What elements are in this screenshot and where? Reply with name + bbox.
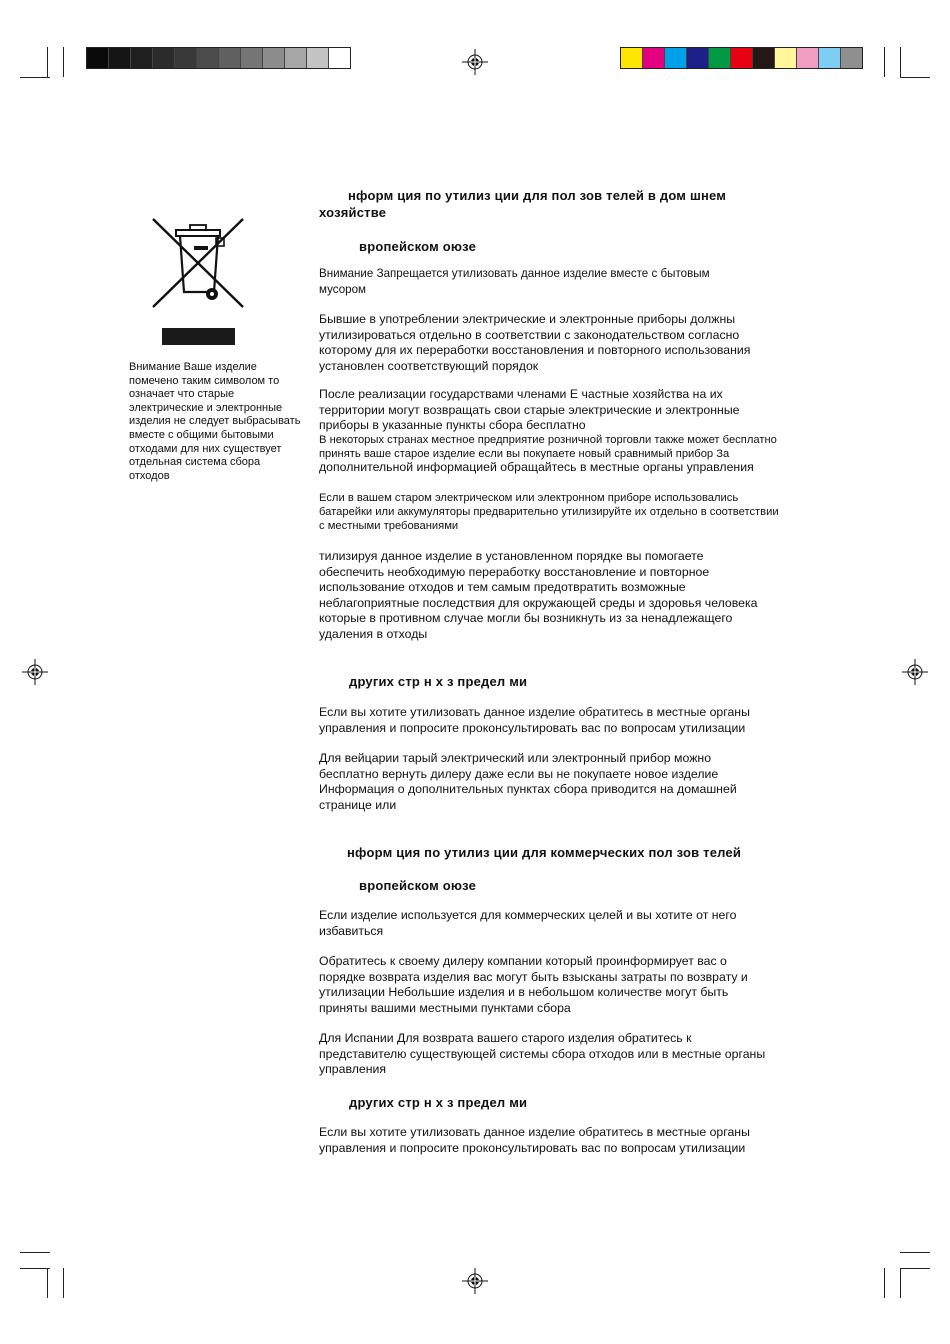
household-other-paragraph-1: Если вы хотите утилизовать данное изделие обратитесь в местные органы управления и попросите проконсультировать вас по вопросам утилизации	[319, 705, 750, 735]
color-swatch	[775, 48, 797, 68]
color-swatch	[753, 48, 775, 68]
sidebar-note: Внимание Ваше изделие помечено таким символом то означает что старые электрические и электронные изделия не следует выбрасывать вместе с общими бытовыми отходами для них существует отдельная система сбора отходов	[129, 361, 301, 482]
commercial-paragraph-1: Если изделие используется для коммерческих целей и вы хотите от него избавиться	[319, 908, 737, 938]
color-swatch	[263, 48, 285, 68]
color-swatch	[307, 48, 329, 68]
color-swatch	[241, 48, 263, 68]
color-swatch	[819, 48, 841, 68]
color-swatch	[731, 48, 753, 68]
household-warning: Внимание Запрещается утилизовать данное изделие вместе с бытовым мусором	[319, 267, 710, 296]
color-bar	[620, 47, 863, 69]
commercial-subtitle: вропейском оюзе	[359, 878, 477, 893]
color-swatch	[175, 48, 197, 68]
color-swatch	[621, 48, 643, 68]
symbol-underline-bar	[162, 328, 235, 345]
grayscale-bar	[86, 47, 351, 69]
commercial-paragraph-3: Для Испании Для возврата вашего старого изделия обратитесь к представителю существующей системы сбора отходов или в местные органы управления	[319, 1031, 766, 1076]
household-paragraph-1: Бывшие в употреблении электрические и электронные приборы должны утилизироваться отдельно в соответствии с законодательством согласно которому для их переработки восстановления и повторного использования установлен соответствующий порядок	[319, 312, 751, 373]
color-swatch	[665, 48, 687, 68]
household-title-line1: нформ ция по утилиз ции для пол зов телей в дом шнем	[348, 188, 727, 203]
color-swatch	[153, 48, 175, 68]
household-paragraph-2-note: В некоторых странах местное предприятие розничной торговли также может бесплатно принять ваше старое изделие если вы покупаете новый сравнимый прибор За	[319, 434, 777, 460]
color-swatch	[797, 48, 819, 68]
color-swatch	[643, 48, 665, 68]
commercial-title: нформ ция по утилиз ции для коммерческих пол зов телей	[347, 845, 742, 860]
household-title-line2: хозяйстве	[319, 205, 387, 220]
household-title	[319, 187, 839, 221]
color-swatch	[219, 48, 241, 68]
color-swatch	[285, 48, 307, 68]
color-swatch	[329, 48, 350, 68]
household-paragraph-4: тилизируя данное изделие в установленном порядке вы помогаете обеспечить необходимую переработку восстановление и повторное использование отходов и тем самым предотвратить возможные неблагоприятные последствия для окружающей среды и здоровья человека которые в противном случае могли бы возникнуть из за ненадлежащего удаления в отходы	[319, 549, 758, 641]
commercial-paragraph-2: Обратитесь к своему дилеру компании который проинформирует вас о порядке возврата изделия вас могут быть взысканы затраты по возврату и утилизации Небольшие изделия и в небольшом количестве могут быть приняты вашими местными пунктами сбора	[319, 954, 748, 1015]
household-other-paragraph-2: Для вейцарии тарый электрический или электронный прибор можно бесплатно вернуть дилеру даже если вы не покупаете новое изделие Информация о дополнительных пунктах сбора приводится на домашней странице или	[319, 751, 737, 812]
color-swatch	[709, 48, 731, 68]
color-swatch	[87, 48, 109, 68]
registration-mark-icon	[22, 659, 48, 685]
commercial-other-paragraph-1: Если вы хотите утилизовать данное изделие обратитесь в местные органы управления и попросите проконсультировать вас по вопросам утилизации	[319, 1125, 750, 1155]
color-swatch	[841, 48, 862, 68]
crossed-out-wheeled-bin-icon	[150, 216, 246, 310]
registration-mark-icon	[462, 49, 488, 75]
color-swatch	[687, 48, 709, 68]
household-other-countries-title: других стр н х з предел ми	[349, 674, 528, 689]
household-paragraph-2: После реализации государствами членами Е частные хозяйства на их территории могут возвращать свои старые электрические и электронные приборы в указанные пункты сбора бесплатно	[319, 387, 740, 432]
registration-mark-icon	[902, 659, 928, 685]
commercial-other-countries-title: других стр н х з предел ми	[349, 1095, 528, 1110]
household-paragraph-3: Если в вашем старом электрическом или электронном приборе использовались батарейки или аккумуляторы предварительно утилизируйте их отдельно в соответствии с местными требованиями	[319, 492, 779, 532]
color-swatch	[197, 48, 219, 68]
household-paragraph-2-end: дополнительной информацией обращайтесь в местные органы управления	[319, 460, 754, 474]
color-swatch	[109, 48, 131, 68]
registration-mark-icon	[462, 1268, 488, 1294]
household-subtitle: вропейском оюзе	[359, 239, 477, 254]
color-swatch	[131, 48, 153, 68]
